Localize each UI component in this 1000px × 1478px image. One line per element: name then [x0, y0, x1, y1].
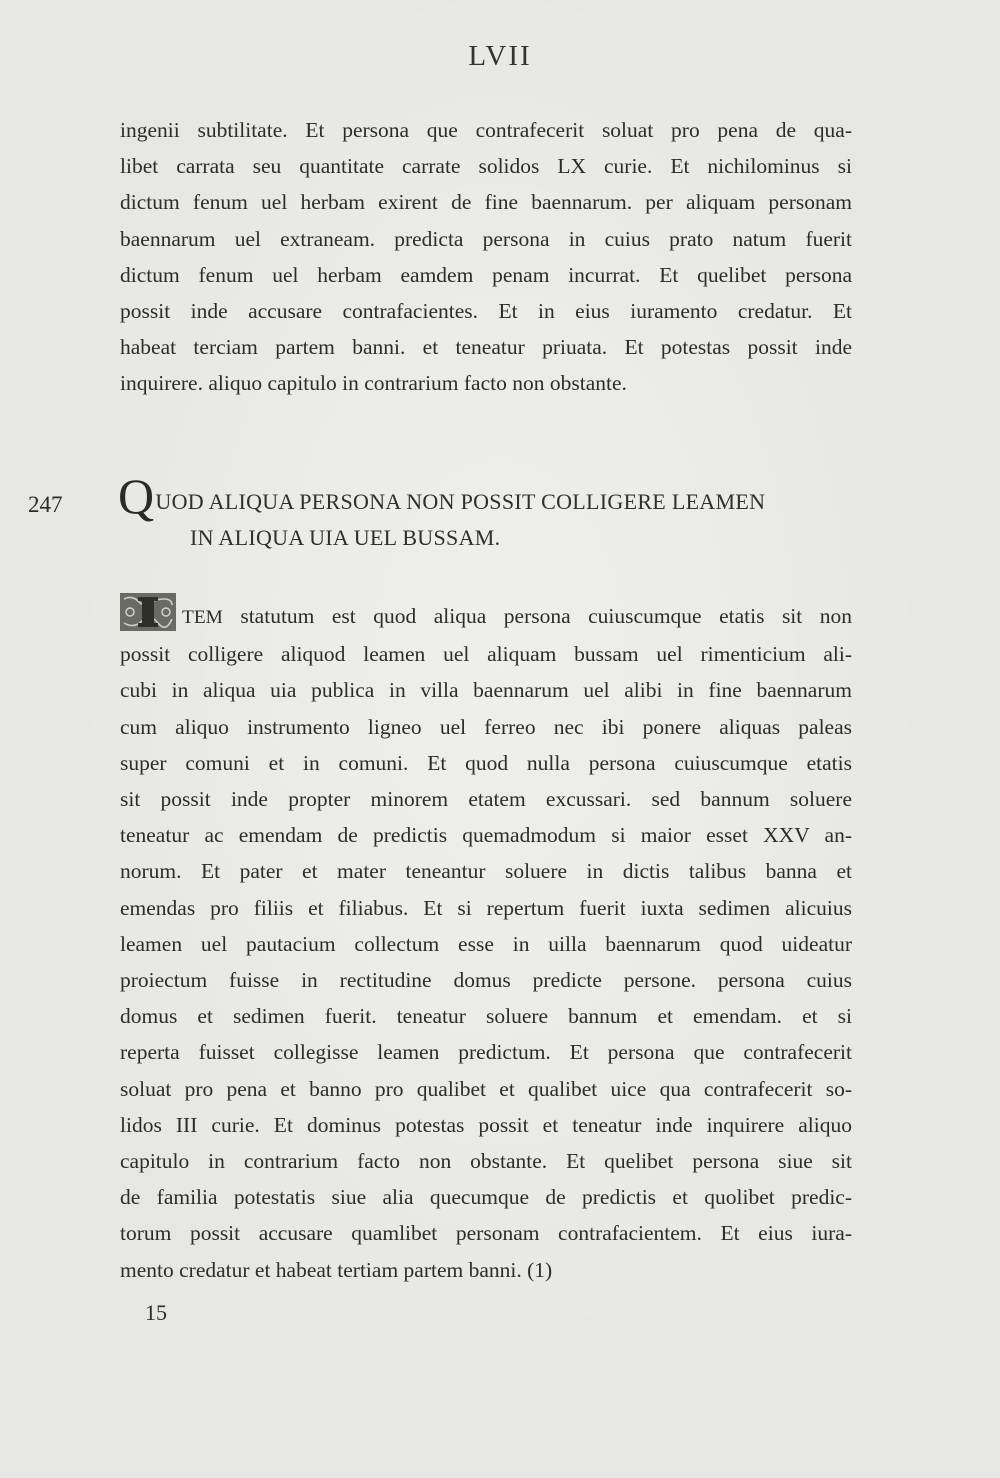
running-head: LVII — [468, 40, 532, 72]
text-line: possit colligere aliquod leamen uel aliquam bussam uel rimenticium ali- — [120, 642, 852, 667]
first-word-small-caps: TEM — [182, 607, 223, 628]
heading-initial: Q — [118, 468, 155, 524]
first-line-text: statutum est quod aliqua persona cuiuscumque etatis sit non — [240, 604, 852, 628]
text-line: leamen uel pautacium collectum esse in uilla baennarum quod uideatur — [120, 931, 852, 956]
text-line: emendas pro filiis et filiabus. Et si repertum fuerit iuxta sedimen alicuius — [120, 895, 852, 920]
section-heading — [118, 468, 858, 556]
text-line: dictum fenum uel herbam eamdem penam incurrat. Et quelibet persona — [120, 262, 852, 287]
text-line: possit inde accusare contrafacientes. Et in eius iuramento credatur. Et — [120, 299, 852, 324]
text-line: mento credatur et habeat tertiam partem banni. (1) — [120, 1257, 553, 1282]
text-line: torum possit accusare quamlibet personam contrafacientem. Et eius iura- — [120, 1221, 852, 1246]
text-line: proiectum fuisse in rectitudine domus predicte persone. persona cuius — [120, 968, 852, 993]
heading-line-1-text: UOD ALIQUA PERSONA NON POSSIT COLLIGERE LEAMEN — [155, 489, 766, 514]
text-line: cum aliquo instrumento ligneo uel ferreo nec ibi ponere aliquas paleas — [120, 714, 852, 739]
text-line: capitulo in contrarium facto non obstante. Et quelibet persona siue sit — [120, 1149, 852, 1174]
text-line: lidos III curie. Et dominus potestas possit et teneatur inde inquirere aliquo — [120, 1112, 852, 1137]
text-line: de familia potestatis siue alia quecumque de predictis et quolibet predic- — [120, 1185, 852, 1210]
text-line: libet carrata seu quantitate carrate solidos LX curie. Et nichilominus si — [120, 154, 852, 179]
text-line: soluat pro pena et banno pro qualibet et qualibet uice qua contrafecerit so- — [120, 1076, 852, 1101]
text-line: baennarum uel extraneam. predicta persona in cuius prato natum fuerit — [120, 226, 852, 251]
text-line-first — [120, 593, 852, 636]
text-line: dictum fenum uel herbam exirent de fine baennarum. per aliquam personam — [120, 190, 852, 215]
text-line: cubi in aliqua uia publica in villa baennarum uel alibi in fine baennarum — [120, 678, 852, 703]
text-line: inquirere. aliquo capitulo in contrarium facto non obstante. — [120, 371, 627, 396]
section-body-text — [120, 593, 852, 1288]
text-line: super comuni et in comuni. Et quod nulla persona cuiuscumque etatis — [120, 750, 852, 775]
heading-line-1 — [118, 468, 858, 524]
text-line: teneatur ac emendam de predictis quemadmodum si maior esset XXV an- — [120, 823, 852, 848]
previous-section-text — [120, 112, 852, 402]
text-line: habeat terciam partem banni. et teneatur priuata. Et potestas possit inde — [120, 335, 852, 360]
decorated-initial-i-icon — [120, 593, 176, 631]
heading-line-2: IN ALIQUA UIA UEL BUSSAM. — [190, 525, 501, 550]
text-line: sit possit inde propter minorem etatem excussari. sed bannum soluere — [120, 787, 852, 812]
text-line: ingenii subtilitate. Et persona que contrafecerit soluat pro pena de qua- — [120, 118, 852, 142]
text-line: domus et sedimen fuerit. teneatur soluere bannum et emendam. et si — [120, 1004, 852, 1029]
text-line: reperta fuisset collegisse leamen predictum. Et persona que contrafecerit — [120, 1040, 852, 1065]
text-line: norum. Et pater et mater teneantur soluere in dictis talibus banna et — [120, 859, 852, 884]
folio-number: 15 — [145, 1300, 167, 1325]
section-margin-number: 247 — [28, 492, 63, 517]
